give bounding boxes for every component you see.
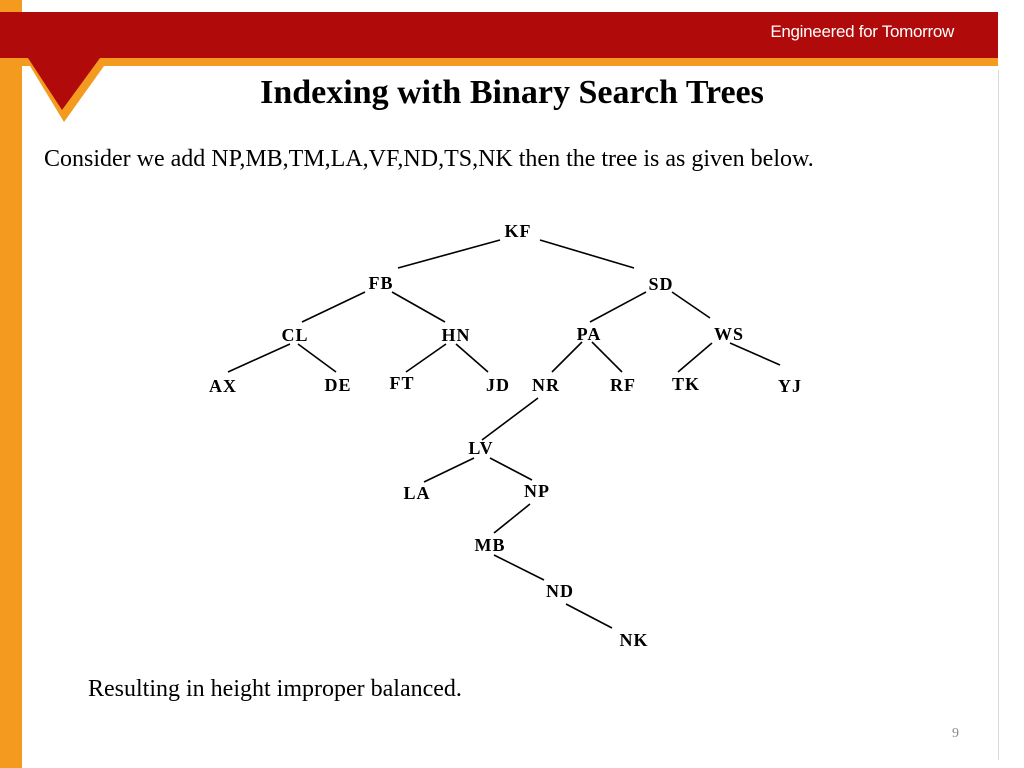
edge-sd-pa [590,292,646,322]
node-lv: LV [468,438,494,458]
edge-mb-nd [494,555,544,580]
intro-text: Consider we add NP,MB,TM,LA,VF,ND,TS,NK then the tree is as given below. [44,146,814,172]
edge-lv-np [490,458,532,480]
brand-tagline: Engineered for Tomorrow [770,22,954,41]
slide-title: Indexing with Binary Search Trees [260,74,764,111]
edge-sd-ws [672,292,710,318]
page-number: 9 [952,726,959,741]
node-nd: ND [546,581,574,601]
edge-fb-hn [392,292,445,322]
edge-cl-ax [228,344,290,372]
node-la: LA [403,483,431,503]
node-fb: FB [368,273,394,293]
edge-ws-yj [730,343,780,365]
node-hn: HN [441,325,471,345]
node-rf: RF [610,375,636,395]
edge-fb-cl [302,292,365,322]
edge-hn-ft [406,344,446,372]
node-mb: MB [474,535,506,555]
node-kf: KF [504,221,532,241]
node-sd: SD [648,274,674,294]
node-pa: PA [576,324,602,344]
edge-nd-nk [566,604,612,628]
node-de: DE [324,375,352,395]
edge-kf-sd [540,240,634,268]
node-ft: FT [389,373,415,393]
node-tk: TK [671,374,701,394]
node-nr: NR [532,375,560,395]
edge-np-mb [494,504,530,533]
edge-kf-fb [398,240,500,268]
conclusion-text: Resulting in height improper balanced. [88,676,462,702]
node-cl: CL [281,325,309,345]
node-ax: AX [209,376,237,396]
node-ws: WS [713,324,745,344]
edge-nr-lv [482,398,538,440]
edge-pa-nr [552,342,582,372]
edge-hn-jd [456,344,488,372]
edge-pa-rf [592,342,622,372]
edge-lv-la [424,458,474,482]
node-yj: YJ [778,376,802,396]
node-np: NP [524,481,550,501]
edge-cl-de [298,344,336,372]
node-jd: JD [486,375,510,395]
node-nk: NK [619,630,649,650]
edge-ws-tk [678,343,712,372]
